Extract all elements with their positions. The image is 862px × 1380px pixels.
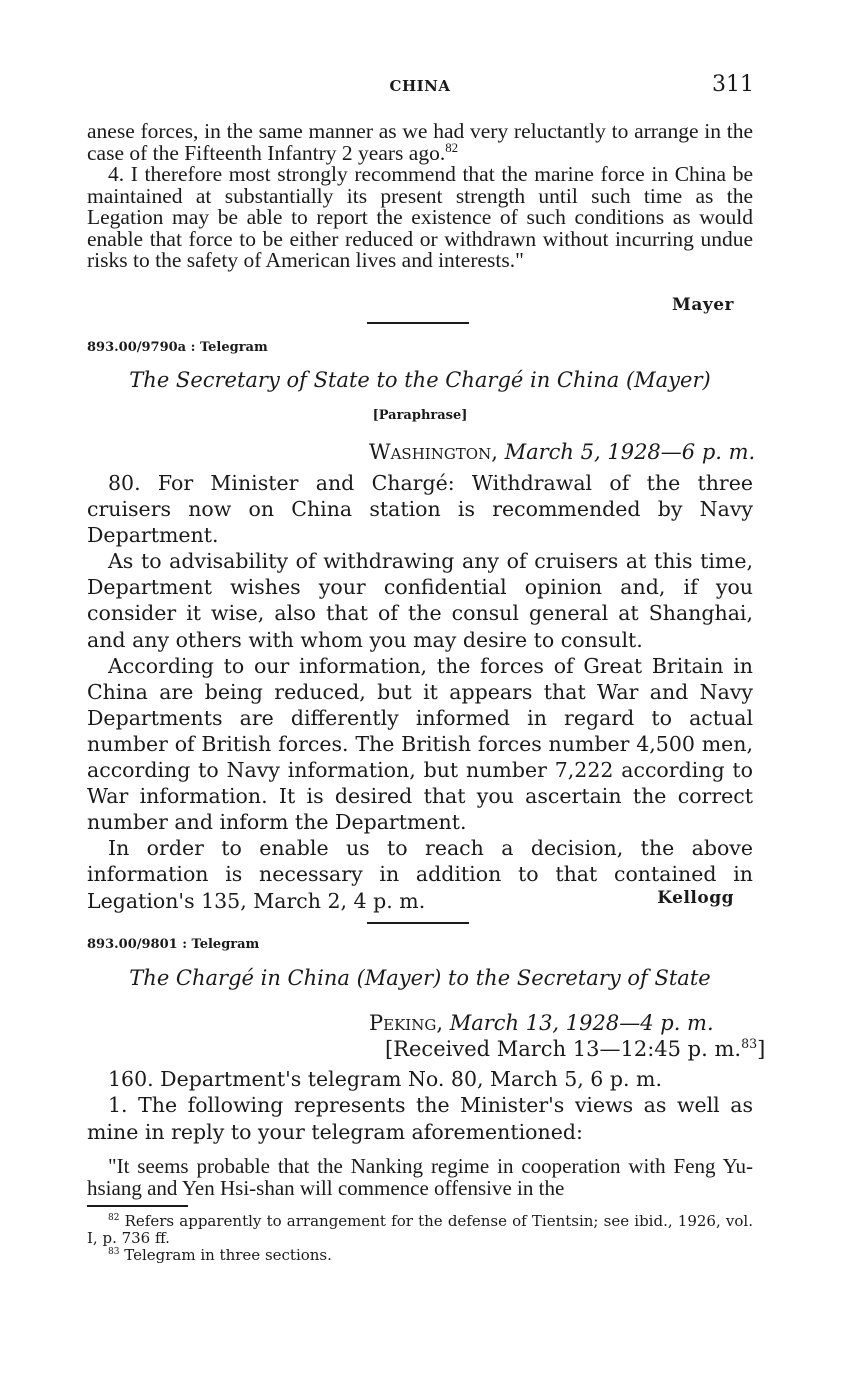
dateline xyxy=(369,440,755,464)
quoted-paragraph: "It seems probable that the Nanking regime in cooperation with Feng Yu-hsiang and Yen Hsi-shan will commence offensive in the xyxy=(87,1154,753,1200)
document-title: The Chargé in China (Mayer) to the Secretary of State xyxy=(129,966,711,990)
footnote-ref-82: 82 xyxy=(445,140,459,155)
telegram-paragraph: 160. Department's telegram No. 80, March 5, 6 p. m. xyxy=(108,1067,662,1091)
running-title: CHINA xyxy=(389,77,451,95)
dateline-place: Washington, xyxy=(369,440,498,464)
telegram-paragraph: According to our information, the forces of Great Britain in China are being reduced, but it appears that War and Navy Departments are differently informed in regard to actual number of British forces. The British forces number 4,500 men, according to Navy information, but number 7,222 according to War information. It is desired that you ascertain the correct number and inform the Department. xyxy=(87,653,753,835)
footnote xyxy=(87,1247,753,1264)
signature-kellogg: Kellogg xyxy=(657,888,734,908)
dateline xyxy=(369,1011,714,1035)
file-number: 893.00/9790a : Telegram xyxy=(87,340,268,355)
received-text: [Received March 13—12:45 p. m. xyxy=(385,1037,742,1061)
file-number: 893.00/9801 : Telegram xyxy=(87,937,260,952)
telegram-paragraph: 80. For Minister and Chargé: Withdrawal of the three cruisers now on China station is recommended by Navy Department. xyxy=(87,471,753,548)
continuation-text xyxy=(87,121,753,272)
recommendation-paragraph: 4. I therefore most strongly recommend that the marine force in China be maintained at substantially its present strength until such time as the Legation may be able to report the existence of such conditions as would enable that force to be either reduced or withdrawn without incurring undue risks to the safety of American lives and interests." xyxy=(87,162,753,272)
footnote-text: Refers apparently to arrangement for the defense of Tientsin; see ibid., 1926, vol. I, p. 736 ff. xyxy=(87,1212,753,1247)
telegram-body xyxy=(87,470,753,914)
telegram-paragraph: As to advisability of withdrawing any of cruisers at this time, Department wishes your confidential opinion and, if you consider it wise, also that of the consul general at Shanghai, and any others with whom you may desire to consult. xyxy=(87,549,753,652)
footnote-text: Telegram in three sections. xyxy=(124,1246,332,1264)
footnote-mark: 82 xyxy=(108,1213,120,1223)
continuation-paragraph xyxy=(87,121,753,164)
page-number: 311 xyxy=(712,72,754,97)
footnote-rule xyxy=(87,1205,188,1207)
footnote-ref-83: 83 xyxy=(741,1036,758,1051)
received-line xyxy=(385,1037,765,1061)
footnote-mark: 83 xyxy=(108,1247,120,1257)
received-close: ] xyxy=(757,1037,766,1061)
telegram-paragraph: In order to enable us to reach a decision, the above information is necessary in addition to that contained in Legation's 135, March 2, 4 p. m. xyxy=(87,836,753,913)
dateline-place: Peking, xyxy=(369,1011,443,1035)
footnotes xyxy=(87,1213,753,1264)
quoted-text xyxy=(87,1155,753,1199)
document-title: The Secretary of State to the Chargé in China (Mayer) xyxy=(129,368,711,392)
dateline-date: March 5, 1928—6 p. m. xyxy=(504,440,756,464)
dateline-date: March 13, 1928—4 p. m. xyxy=(449,1011,714,1035)
telegram-paragraph: 1. The following represents the Minister's views as well as mine in reply to your telegram aforementioned: xyxy=(87,1093,753,1144)
section-divider xyxy=(367,322,469,324)
section-divider xyxy=(367,922,469,924)
paraphrase-label: [Paraphrase] xyxy=(372,408,468,423)
footnote xyxy=(87,1213,753,1247)
continuation-paragraph-text: anese forces, in the same manner as we had very reluctantly to arrange in the case of the Fifteenth Infantry 2 years ago. xyxy=(87,119,753,165)
telegram-body xyxy=(87,1066,753,1145)
signature-mayer: Mayer xyxy=(672,295,734,315)
